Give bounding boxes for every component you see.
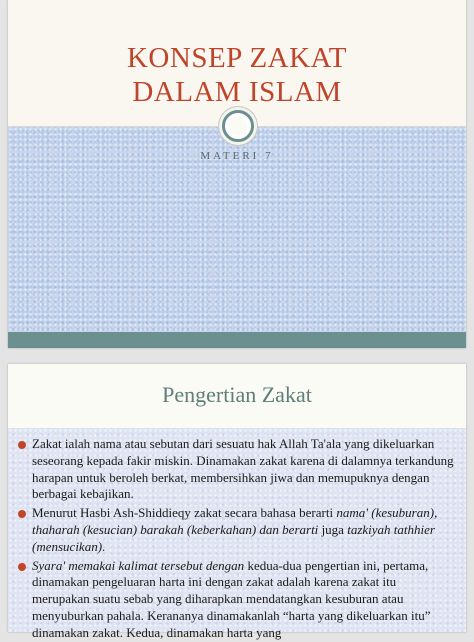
bullet-text-italic: Syara' memakai kalimat tersebut dengan xyxy=(32,557,245,573)
slide-title-line-1: KONSEP ZAKAT xyxy=(126,42,348,74)
bullet-text: . xyxy=(102,538,106,554)
bullet-list xyxy=(8,428,466,642)
slide-subtitle: MATERI 7 xyxy=(200,150,274,162)
list-item xyxy=(18,505,456,555)
circle-ornament-icon xyxy=(222,110,254,142)
slide-title-line-2: DALAM ISLAM xyxy=(132,76,342,108)
bullet-icon xyxy=(18,563,26,571)
bullet-text: juga xyxy=(318,521,348,537)
bullet-icon xyxy=(18,510,26,518)
content-slide-title: Pengertian Zakat xyxy=(162,382,312,407)
footer-band xyxy=(8,332,466,348)
bullet-text: kedua-dua pengertian ini, pertama, dinamakan pengeluaran harta ini dengan zakat adalah karena zakat itu merupakan suatu sebab yang diharapkan mendatangkan kesuburan atau menyuburkan pahala. Kerananya dinamakanlah “harta yang dikeluarkan itu” dinamakan zakat. Kedua, dinamakan harta yang xyxy=(32,557,431,640)
bullet-text-italic: tazkiyah tathhier (mensucikan) xyxy=(32,521,435,554)
title-slide xyxy=(8,0,466,348)
bullet-text: Menurut Hasbi Ash-Shiddieqy zakat secara bahasa berarti xyxy=(32,505,337,521)
list-item xyxy=(18,558,456,642)
list-item xyxy=(18,436,456,503)
content-slide xyxy=(8,364,466,640)
bullet-icon xyxy=(18,441,26,449)
bullet-text: Zakat ialah nama atau sebutan dari sesuatu hak Allah Ta'ala yang dikeluarkan seseorang kepada fakir miskin. Dinamakan zakat karena di dalamnya terkandung harapan untuk beroleh berkat, membersihkan jiwa dan memupuknya dengan berbagai kebajikan. xyxy=(32,436,454,502)
bullet-text-italic: nama' (kesuburan), thaharah (kesucian) barakah (keberkahan) dan berarti xyxy=(32,505,438,537)
content-body xyxy=(8,428,466,640)
title-area xyxy=(8,0,466,127)
